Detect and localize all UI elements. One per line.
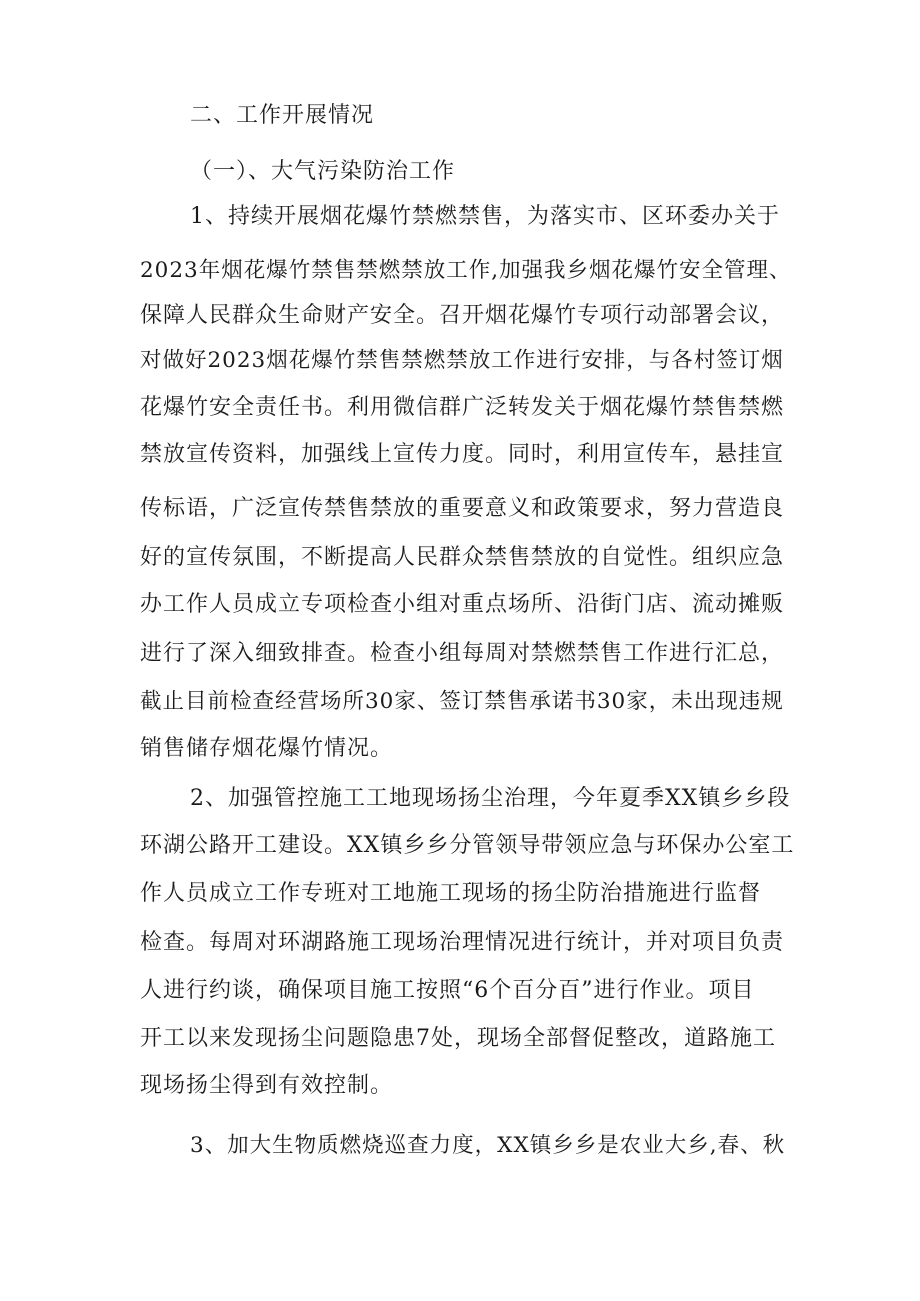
- paragraph-1-line: 截止目前检查经营场所30家、签订禁售承诺书30家，未出现违规: [140, 689, 784, 714]
- paragraph-1-line: 传标语，广泛宣传禁售禁放的重要意义和政策要求，努力营造良: [140, 496, 785, 521]
- paragraph-2-line: 2、加强管控施工工地现场扬尘治理，今年夏季XX镇乡乡段: [190, 786, 791, 811]
- paragraph-1-line: 保障人民群众生命财产安全。召开烟花爆竹专项行动部署会议，: [140, 303, 785, 328]
- paragraph-2-line: 作人员成立工作专班对工地施工现场的扬尘防治措施进行监督: [140, 881, 762, 906]
- paragraph-1-line: 进行了深入细致排查。检查小组每周对禁燃禁售工作进行汇总，: [140, 641, 785, 666]
- paragraph-2-line: 人进行约谈，确保项目施工按照“6个百分百”进行作业。项目: [140, 978, 755, 1003]
- section-heading: 二、工作开展情况: [190, 103, 375, 128]
- paragraph-1-line: 销售储存烟花爆竹情况。: [140, 736, 394, 761]
- paragraph-2-line: 现场扬尘得到有效控制。: [140, 1073, 394, 1098]
- paragraph-2-line: 检查。每周对环湖路施工现场治理情况进行统计，并对项目负责: [140, 930, 785, 955]
- paragraph-1-line: 2023年烟花爆竹禁售禁燃禁放工作,加强我乡烟花爆竹安全管理、: [140, 258, 792, 283]
- paragraph-1-line: 好的宣传氛围，不断提高人民群众禁售禁放的自觉性。组织应急: [140, 545, 785, 570]
- paragraph-3-line: 3、加大生物质燃烧巡查力度，XX镇乡乡是农业大乡,春、秋: [190, 1133, 786, 1158]
- paragraph-1-line: 禁放宣传资料，加强线上宣传力度。同时，利用宣传车，悬挂宣: [140, 442, 785, 467]
- subsection-heading: （一）、大气污染防治工作: [190, 159, 456, 184]
- paragraph-2-line: 开工以来发现扬尘问题隐患7处，现场全部督促整改，道路施工: [140, 1026, 776, 1051]
- paragraph-1-line: 1、持续开展烟花爆竹禁燃禁售，为落实市、区环委办关于: [190, 204, 780, 229]
- paragraph-2-line: 环湖公路开工建设。XX镇乡乡分管领导带领应急与环保办公室工: [140, 833, 795, 858]
- paragraph-1-line: 对做好2023烟花爆竹禁售禁燃禁放工作进行安排，与各村签订烟: [140, 348, 784, 373]
- paragraph-1-line: 办工作人员成立专项检查小组对重点场所、沿街门店、流动摊贩: [140, 592, 785, 617]
- paragraph-1-line: 花爆竹安全责任书。利用微信群广泛转发关于烟花爆竹禁售禁燃: [140, 395, 785, 420]
